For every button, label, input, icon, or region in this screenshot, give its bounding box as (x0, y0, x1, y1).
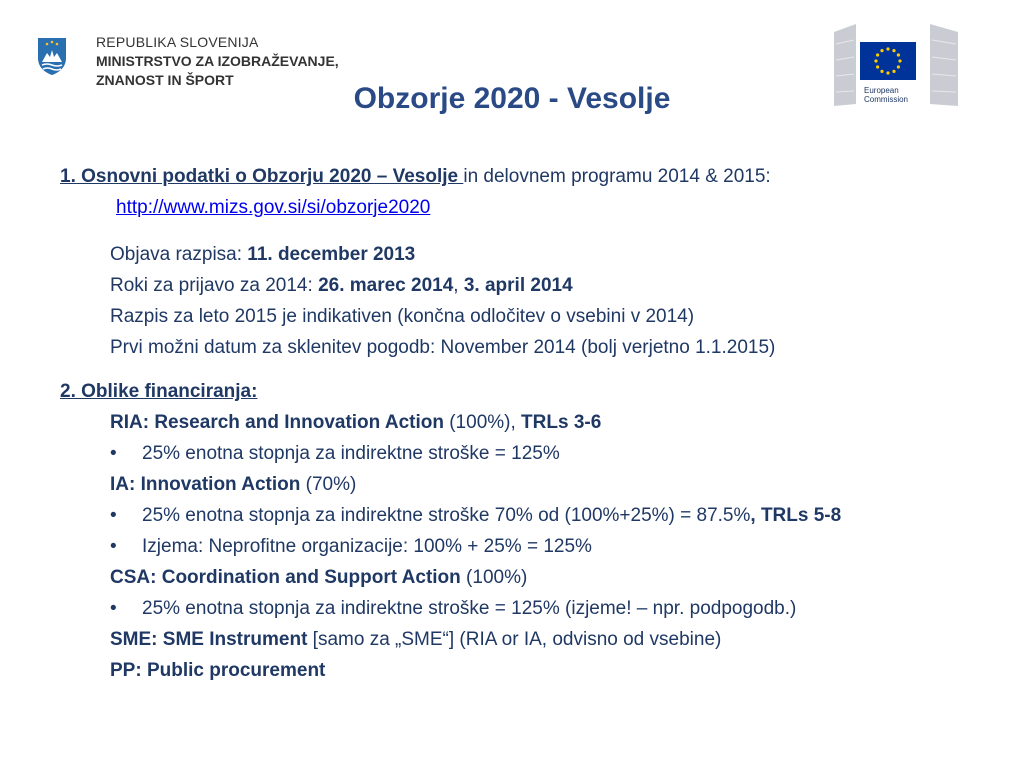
csa-pct: (100%) (460, 567, 528, 588)
roki-value-2: 3. april 2014 (463, 275, 573, 296)
sme-line (110, 629, 721, 651)
prvi-datum-line: Prvi možni datum za sklenitev pogodb: November 2014 (bolj verjetno 1.1.2015) (110, 337, 776, 358)
csa-name: CSA: Coordination and Support Action (110, 567, 461, 588)
roki-line (110, 275, 573, 297)
pp-name: PP: Public procurement (110, 660, 326, 681)
ia-bullet-1-text: 25% enotna stopnja za indirektne stroške 70% od (100%+25%) = 87.5% (142, 505, 751, 526)
ria-line (110, 412, 601, 434)
ia-line (110, 474, 356, 496)
bullet-icon: • (110, 505, 117, 526)
section1-heading-suffix: in delovnem programu 2014 & 2015: (463, 166, 771, 187)
mizs-link[interactable]: http://www.mizs.gov.si/si/obzorje2020 (116, 197, 431, 218)
objava-line (110, 244, 415, 266)
roki-sep: , (453, 275, 464, 296)
ia-pct: (70%) (300, 474, 357, 495)
csa-bullet-line (110, 598, 796, 620)
ec-label-line-2: Commission (864, 95, 909, 104)
section2-heading: 2. Oblike financiranja: (60, 381, 258, 402)
csa-bullet-text: 25% enotna stopnja za indirektne stroške = 125% (izjeme! – npr. podpogodb.) (142, 598, 797, 619)
ria-pct: (100%), (443, 412, 522, 433)
sme-rest: [samo za „SME“] (RIA or IA, odvisno od vsebine) (307, 629, 722, 650)
ria-bullet-text: 25% enotna stopnja za indirektne stroške = 125% (142, 443, 560, 464)
razpis-2015-line: Razpis za leto 2015 je indikativen (končna odločitev o vsebini v 2014) (110, 306, 695, 327)
section1-heading-line (60, 166, 771, 188)
objava-value: 11. december 2013 (247, 244, 416, 265)
ia-bullet-2-line (110, 536, 592, 558)
roki-label: Roki za prijavo za 2014: (110, 275, 319, 296)
sme-name: SME: SME Instrument (110, 629, 308, 650)
bullet-icon: • (110, 536, 117, 557)
ministry-line-3: ZNANOST IN ŠPORT (96, 72, 234, 88)
objava-label: Objava razpisa: (110, 244, 248, 265)
page-title: Obzorje 2020 - Vesolje (353, 82, 671, 115)
section1-heading: 1. Osnovni podatki o Obzorju 2020 – Vesolje (60, 166, 464, 187)
bullet-icon: • (110, 598, 117, 619)
pp-line (110, 660, 325, 682)
ministry-line-1: REPUBLIKA SLOVENIJA (96, 34, 259, 50)
ria-trl: TRLs 3-6 (521, 412, 602, 433)
ria-name: RIA: Research and Innovation Action (110, 412, 444, 433)
ministry-line-2: MINISTRSTVO ZA IZOBRAŽEVANJE, (96, 53, 339, 69)
ia-bullet-2-text: Izjema: Neprofitne organizacije: 100% + 25% = 125% (142, 536, 592, 557)
section2-heading-line (60, 381, 257, 403)
csa-line (110, 567, 527, 589)
slovenia-coat-of-arms-icon (36, 36, 68, 76)
ec-label-line-1: European (864, 86, 899, 95)
ia-bullet-1-line (110, 505, 841, 527)
roki-value-1: 26. marec 2014 (318, 275, 454, 296)
section1-link-line (116, 197, 430, 219)
ia-bullet-1-trl: , TRLs 5-8 (750, 505, 842, 526)
ia-name: IA: Innovation Action (110, 474, 301, 495)
ria-bullet-line (110, 443, 560, 465)
bullet-icon: • (110, 443, 117, 464)
